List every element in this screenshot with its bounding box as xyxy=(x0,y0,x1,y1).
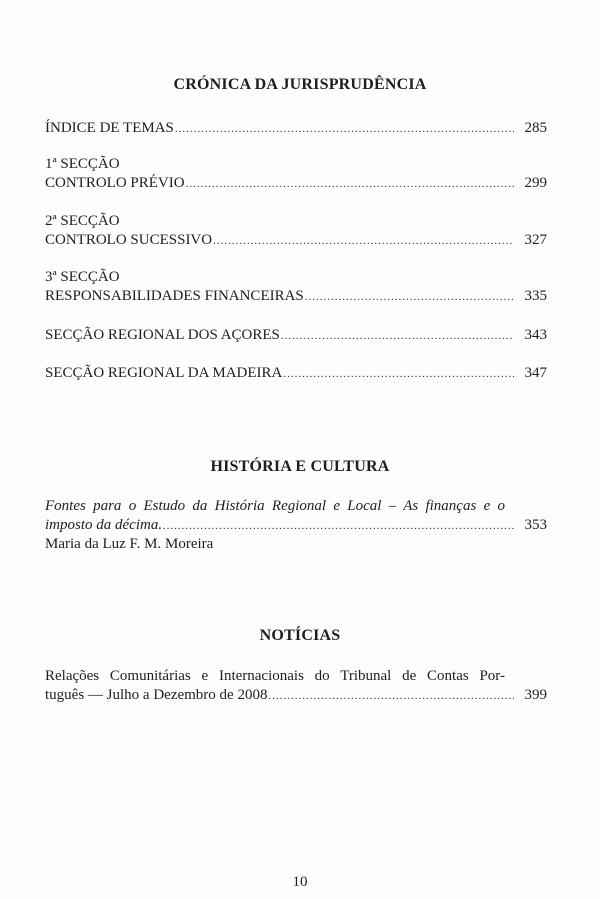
toc-entry-title: Fontes para o Estudo da História Regional e Local – As finanças e o xyxy=(45,498,505,514)
toc-page-number: 335 xyxy=(524,288,547,304)
toc-entry-indice-de-temas[interactable] xyxy=(45,119,547,138)
toc-entry-title: SECÇÃO REGIONAL DA MADEIRA xyxy=(45,365,283,381)
section-title-noticias: NOTÍCIAS xyxy=(259,627,341,644)
dot-leader xyxy=(186,175,514,194)
toc-entry-title-continued: imposto da décima. xyxy=(45,517,163,533)
dot-leader xyxy=(281,327,514,346)
toc-entry-controlo-previo[interactable] xyxy=(45,155,547,193)
toc-entry-title: Relações Comunitárias e Internacionais do Tribunal de Contas Por- xyxy=(45,668,505,684)
toc-entry-title: CONTROLO PRÉVIO xyxy=(45,175,185,191)
dot-leader xyxy=(213,232,514,251)
dot-leader xyxy=(175,120,514,139)
section-title-cronica: CRÓNICA DA JURISPRUDÊNCIA xyxy=(173,76,427,93)
toc-page-number: 327 xyxy=(524,232,547,248)
section-title-historia: HISTÓRIA E CULTURA xyxy=(210,458,390,475)
toc-entry-fontes-estudo[interactable] xyxy=(45,497,547,554)
toc-entry-title: SECÇÃO REGIONAL DOS AÇORES xyxy=(45,327,280,343)
toc-entry-title: RESPONSABILIDADES FINANCEIRAS xyxy=(45,288,304,304)
toc-page-number: 343 xyxy=(524,327,547,343)
toc-page-number: 285 xyxy=(524,120,547,136)
toc-entry-relacoes-comunitarias[interactable] xyxy=(45,667,547,705)
toc-entry-seccao-regional-madeira[interactable] xyxy=(45,364,547,383)
toc-entry-seccao-regional-acores[interactable] xyxy=(45,326,547,345)
toc-page-number: 299 xyxy=(524,175,547,191)
dot-leader xyxy=(163,517,514,536)
toc-page-number: 347 xyxy=(524,365,547,381)
toc-page-number: 353 xyxy=(524,517,547,533)
toc-entry-title-continued: tuguês — Julho a Dezembro de 2008 xyxy=(45,687,268,703)
toc-entry-label: 1ª SECÇÃO xyxy=(45,156,120,172)
dot-leader xyxy=(268,687,514,706)
toc-entry-controlo-sucessivo[interactable] xyxy=(45,212,547,250)
dot-leader xyxy=(283,365,514,384)
toc-entry-responsabilidades-financeiras[interactable] xyxy=(45,268,547,306)
toc-page-number: 399 xyxy=(524,687,547,703)
page-number: 10 xyxy=(292,874,308,890)
toc-entry-title: ÍNDICE DE TEMAS xyxy=(45,120,174,136)
toc-entry-label: 2ª SECÇÃO xyxy=(45,213,120,229)
toc-entry-author: Maria da Luz F. M. Moreira xyxy=(45,536,214,552)
toc-entry-label: 3ª SECÇÃO xyxy=(45,269,120,285)
dot-leader xyxy=(305,288,514,307)
toc-entry-title: CONTROLO SUCESSIVO xyxy=(45,232,213,248)
